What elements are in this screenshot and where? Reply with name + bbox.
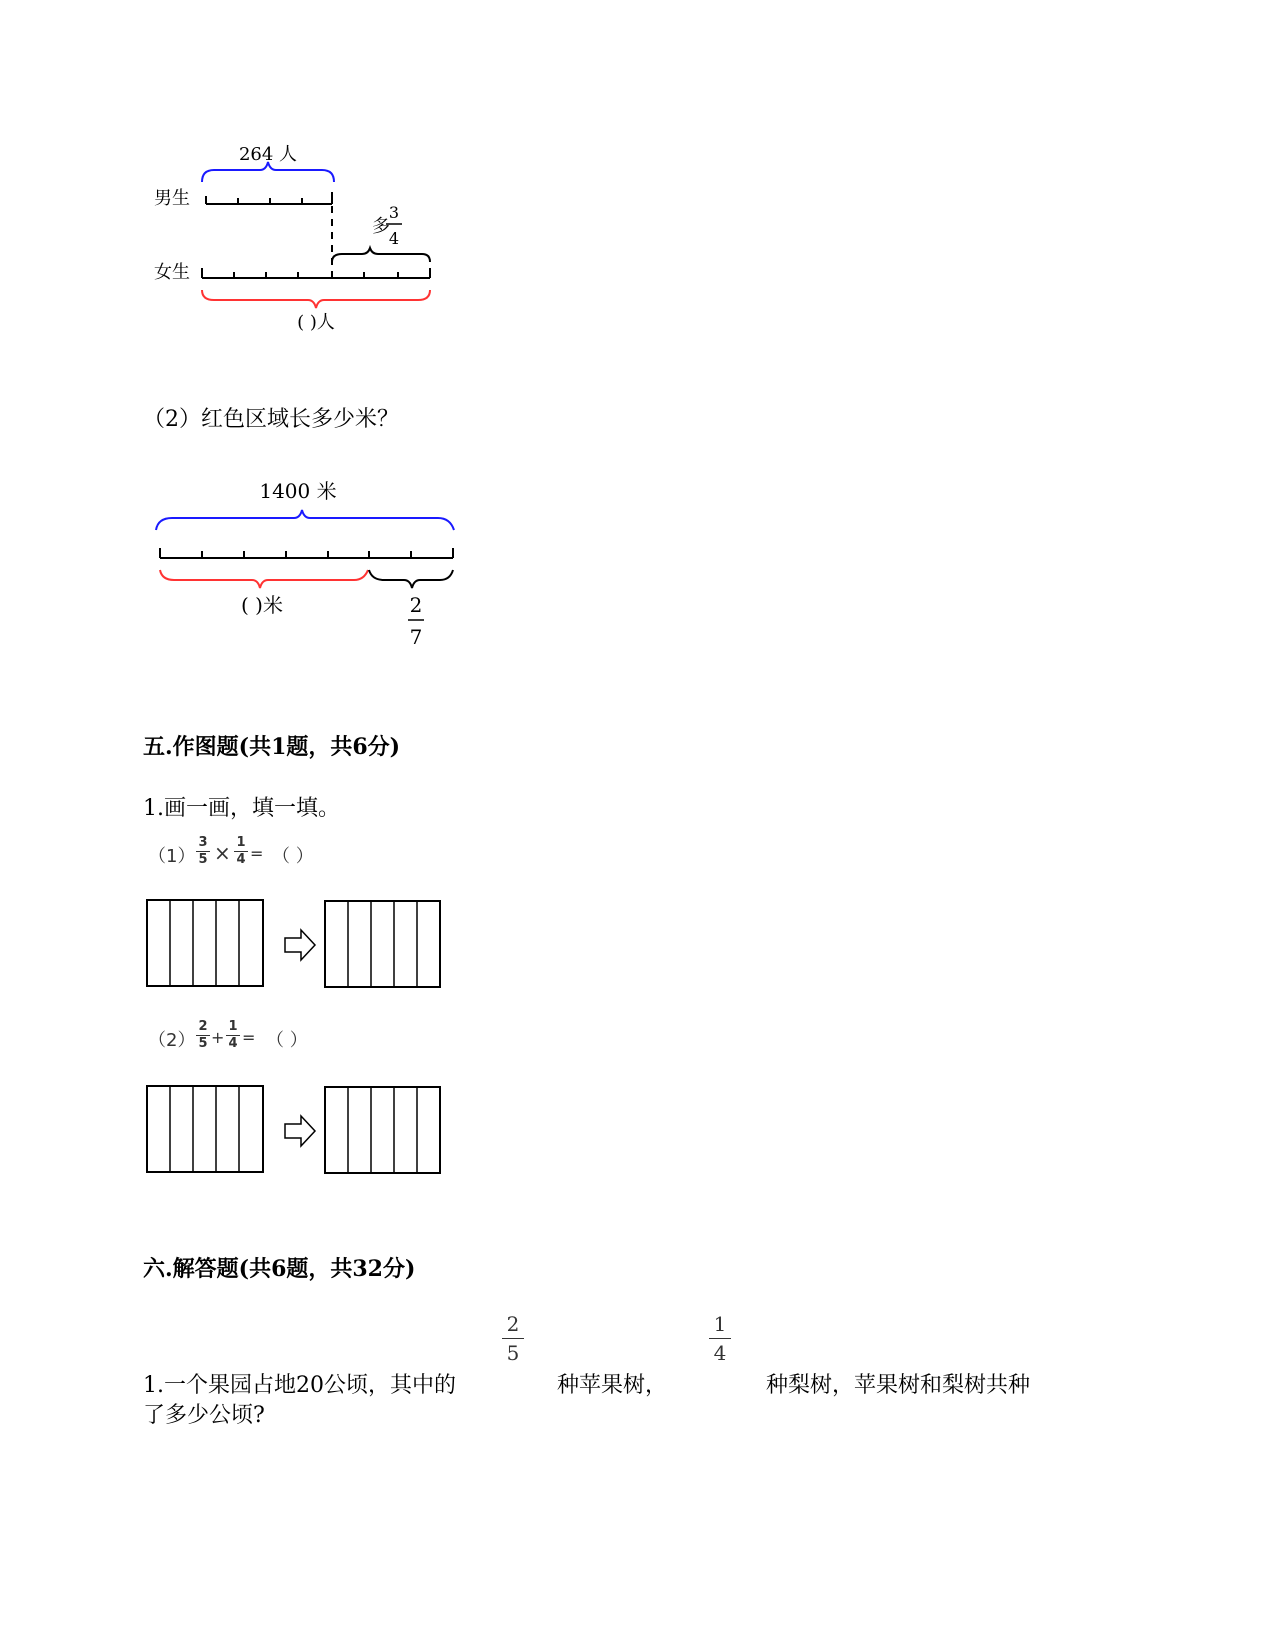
- fraction-apple-den: 5: [506, 1341, 520, 1365]
- arrow-right-icon: [285, 1116, 315, 1146]
- section-5-question-1: 1.画一画，填一填。: [143, 796, 340, 821]
- part-2-a-den: 5: [198, 1036, 208, 1051]
- girls-label: 女生: [154, 262, 190, 283]
- part-1-b-den: 4: [236, 852, 246, 867]
- total-boys-label: 264 人: [238, 144, 298, 165]
- fraction-pear-den: 4: [713, 1341, 727, 1365]
- more-num: 3: [388, 203, 400, 222]
- fraction-pear-num: 1: [713, 1312, 727, 1336]
- more-prefix: 多: [372, 216, 390, 237]
- arrow-right-icon: [285, 930, 315, 960]
- black-brace: [369, 570, 453, 588]
- part-1-b-num: 1: [236, 835, 246, 850]
- part-1-label: （1）: [148, 846, 196, 867]
- part-2-expression: [148, 1020, 448, 1060]
- part-2-eq: =: [242, 1028, 256, 1047]
- black-brace: [332, 248, 430, 262]
- red-brace: [160, 570, 368, 588]
- part-1-blank: （ ）: [272, 846, 314, 867]
- part-2-a-num: 2: [198, 1019, 208, 1034]
- red-brace: [202, 290, 430, 308]
- fraction-numerator: 2: [409, 593, 423, 617]
- girls-answer-label: ( )人: [297, 312, 335, 333]
- fraction-apple-num: 2: [506, 1312, 520, 1336]
- total-length-label: 1400 米: [259, 479, 337, 503]
- part-1-a-num: 3: [198, 835, 208, 850]
- boys-girls-diagram: [140, 140, 460, 340]
- part-2-b-num: 1: [228, 1019, 238, 1034]
- grid-left: [147, 1086, 263, 1172]
- section-6-q1-part2: 种苹果树，: [557, 1373, 668, 1398]
- part-1-expression: [148, 836, 448, 876]
- fraction-pear: [705, 1312, 735, 1365]
- part-2-blank: （ ）: [266, 1030, 308, 1051]
- part-2-b-den: 4: [228, 1036, 238, 1051]
- part-2-label: （2）: [148, 1030, 196, 1051]
- part-1-a-den: 5: [198, 852, 208, 867]
- part-2-grids: [145, 1084, 445, 1176]
- part-2-op: +: [211, 1028, 225, 1047]
- fraction-apple: [498, 1312, 528, 1365]
- part-1-grids: [145, 898, 445, 990]
- more-den: 4: [388, 229, 400, 248]
- question-2-text: （2）红色区域长多少米？: [143, 407, 399, 432]
- section-5-heading: 五.作图题(共1题，共6分): [143, 734, 401, 760]
- section-6-heading: 六.解答题(共6题，共32分): [143, 1256, 416, 1282]
- part-1-eq: =: [250, 844, 264, 863]
- red-answer-label: ( )米: [241, 593, 283, 617]
- section-6-q1-line2: 了多少公顷?: [143, 1403, 265, 1428]
- section-6-q1-part1: 1.一个果园占地20公顷，其中的: [143, 1373, 456, 1398]
- grid-right: [325, 901, 440, 987]
- red-region-diagram: [148, 478, 468, 658]
- grid-left: [147, 900, 263, 986]
- blue-brace: [156, 510, 454, 530]
- fraction-denominator: 7: [409, 625, 423, 649]
- part-1-op: ×: [214, 841, 231, 865]
- grid-right: [325, 1087, 440, 1173]
- blue-brace: [202, 162, 334, 182]
- section-6-q1-part3: 种梨树，苹果树和梨树共种: [766, 1373, 1031, 1398]
- boys-label: 男生: [154, 188, 190, 209]
